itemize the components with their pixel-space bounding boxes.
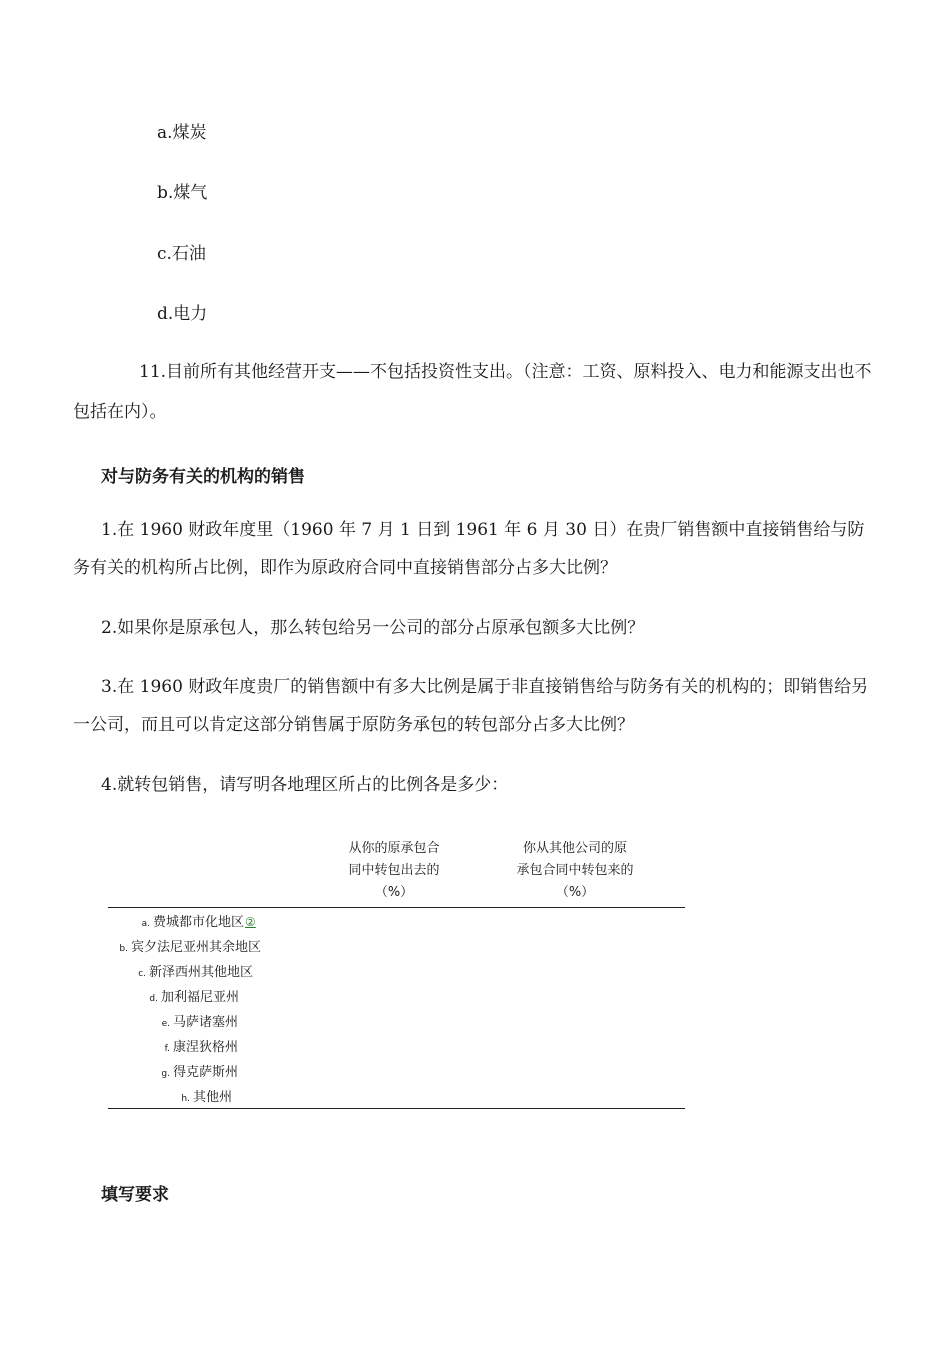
question-2 [73,609,873,647]
question-2-text: 2.如果你是原承包人，那么转包给另一公司的部分占原承包额多大比例？ [101,618,645,638]
question-4 [73,766,873,804]
row-mark: a. [141,919,150,929]
table-row [180,1088,232,1109]
subcontract-region-table [108,832,685,1112]
table-row [118,938,261,959]
row-mark: e. [161,1019,170,1029]
item-11-text: 11.目前所有其他经营开支——不包括投资性支出。（注意：工资、原料投入、电力和能源支出也不包括在内）。 [73,362,872,422]
column-header-subcontracted-out [330,838,458,904]
row-label: 新泽西州其他地区 [149,965,254,980]
table-row [140,912,256,934]
option-text: 煤炭 [172,123,207,143]
question-1-text: 1.在 1960 财政年度里（1960 年 7 月 1 日到 1961 年 6 月 30 日）在贵厂销售额中直接销售给与防务有关的机构所占比例，即作为原政府合同中直接销售部分占多大比例？ [73,520,865,578]
option-letter: d. [157,304,174,324]
question-3 [73,668,873,744]
item-11-paragraph [73,352,873,432]
table-row [136,963,253,984]
question-1 [73,511,873,587]
row-label: 费城都市化地区 [153,915,245,930]
row-label: 康涅狄格州 [173,1040,239,1055]
column-header-line: 你从其他公司的原 [522,841,627,856]
table-row [160,1013,238,1034]
column-header-line: 承包合同中转包来的 [516,863,634,878]
row-mark: g. [161,1069,170,1079]
option-letter: b. [157,183,174,203]
table-top-rule [108,907,685,908]
question-4-text: 4.就转包销售，请写明各地理区所占的比例各是多少： [101,775,509,795]
row-mark: h. [181,1094,190,1104]
table-bottom-rule [108,1108,685,1109]
option-coal [157,121,207,145]
row-label: 马萨诸塞州 [173,1015,239,1030]
row-label: 其他州 [193,1090,233,1105]
option-letter: c. [157,244,172,264]
option-text: 电力 [173,304,208,324]
column-header-unit: （%） [374,885,414,900]
option-electricity [157,302,207,326]
section-heading-filling-requirements: 填写要求 [101,1185,169,1205]
option-letter: a. [157,123,173,143]
column-header-unit: （%） [555,885,595,900]
table-row [160,1063,238,1084]
column-header-line: 同中转包出去的 [348,863,440,878]
option-oil [157,242,206,266]
table-row [148,988,239,1009]
table-row [160,1038,238,1059]
option-text: 煤气 [173,183,208,203]
row-mark: f. [164,1044,170,1054]
option-text: 石油 [171,244,206,264]
row-mark: b. [119,944,128,954]
row-label: 宾夕法尼亚州其余地区 [131,940,262,955]
row-label: 加利福尼亚州 [161,990,240,1005]
row-mark: c. [138,969,146,979]
column-header-subcontracted-in [500,838,650,904]
column-header-line: 从你的原承包合 [348,841,440,856]
section-heading-defense-sales: 对与防务有关的机构的销售 [101,467,305,487]
row-label: 得克萨斯州 [173,1065,239,1080]
question-3-text: 3.在 1960 财政年度贵厂的销售额中有多大比例是属于非直接销售给与防务有关的机构的；即销售给另一公司，而且可以肯定这部分销售属于原防务承包的转包部分占多大比例？ [73,677,869,735]
row-mark: d. [149,994,158,1004]
footnote-link[interactable]: ② [245,915,256,929]
option-gas [157,181,207,205]
